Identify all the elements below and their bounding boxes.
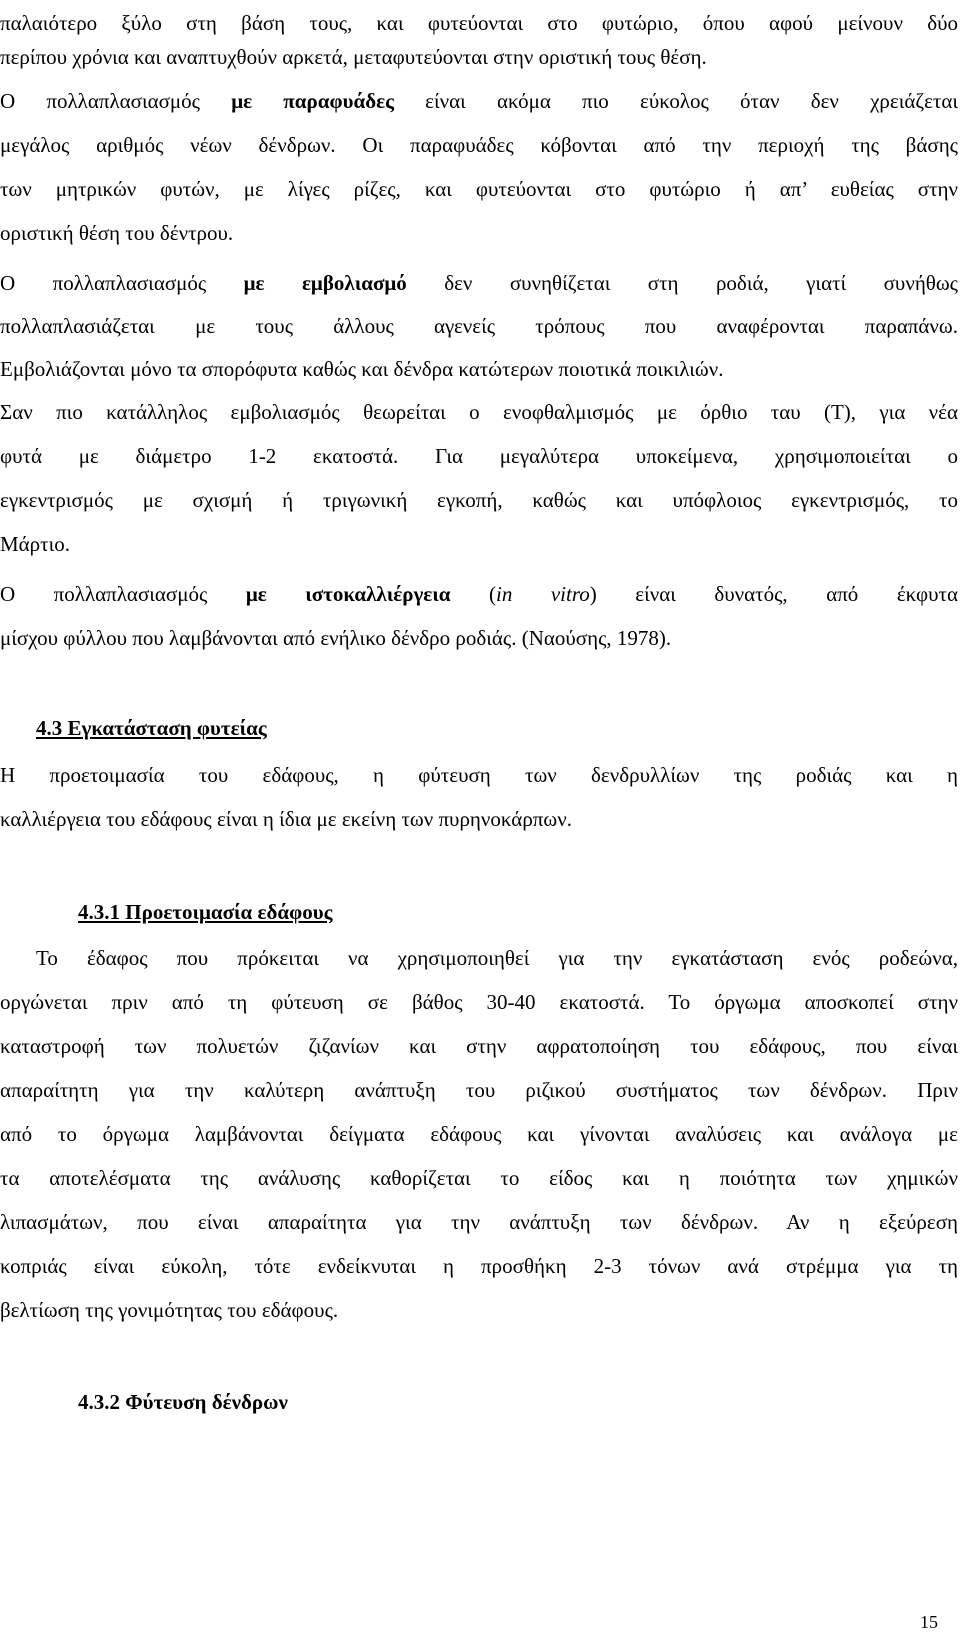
text-line: Σαν πιο κατάλληλος εμβολιασμός θεωρείται ο ενοφθαλμισμός με όρθιο ταυ (Τ), για νέα bbox=[0, 400, 958, 424]
paragraph-tissue-line bbox=[0, 571, 958, 617]
text-line: φυτά με διάμετρο 1-2 εκατοστά. Για μεγαλύτερα υποκείμενα, χρησιμοποιείται ο bbox=[0, 444, 958, 468]
section-heading-4-3-1: 4.3.1 Προετοιμασία εδάφους bbox=[78, 900, 333, 924]
text-line: Το έδαφος που πρόκειται να χρησιμοποιηθεί για την εγκατάσταση ενός ροδεώνα, bbox=[36, 946, 958, 970]
text-line: Μάρτιο. bbox=[0, 532, 70, 556]
text-line: πολλαπλασιάζεται με τους άλλους αγενείς τρόπους που αναφέρονται παραπάνω. bbox=[0, 314, 958, 338]
text-line: από το όργωμα λαμβάνονται δείγματα εδάφους και γίνονται αναλύσεις και ανάλογα με bbox=[0, 1122, 958, 1146]
text-line: βελτίωση της γονιμότητας του εδάφους. bbox=[0, 1298, 339, 1322]
text-line: οριστική θέση του δέντρου. bbox=[0, 221, 234, 245]
paragraph-suckers-line bbox=[0, 78, 958, 124]
text-line: μίσχου φύλλου που λαμβάνονται από ενήλικο δένδρο ροδιάς. (Ναούσης, 1978). bbox=[0, 626, 672, 650]
text-span: ) είναι δυνατός, από έκφυτα bbox=[589, 582, 958, 606]
italic-term: in vitro bbox=[496, 582, 590, 606]
text-line: καταστροφή των πολυετών ζιζανίων και στην αφρατοποίηση του εδάφους, που είναι bbox=[0, 1034, 958, 1058]
text-line: των μητρικών φυτών, με λίγες ρίζες, και φυτεύονται στο φυτώριο ή απ’ ευθείας στην bbox=[0, 177, 958, 201]
page-number: 15 bbox=[920, 1612, 938, 1632]
text-line: μεγάλος αριθμός νέων δένδρων. Οι παραφυάδες κόβονται από την περιοχή της βάσης bbox=[0, 133, 958, 157]
text-line: καλλιέργεια του εδάφους είναι η ίδια με εκείνη των πυρηνοκάρπων. bbox=[0, 807, 572, 831]
text-span: Ο πολλαπλασιασμός bbox=[0, 89, 232, 113]
text-span: είναι ακόμα πιο εύκολος όταν δεν χρειάζεται bbox=[393, 89, 958, 113]
section-heading-4-3: 4.3 Εγκατάσταση φυτείας bbox=[36, 716, 267, 740]
text-line: κοπριάς είναι εύκολη, τότε ενδείκνυται η προσθήκη 2-3 τόνων ανά στρέμμα για τη bbox=[0, 1254, 958, 1278]
text-line: Η προετοιμασία του εδάφους, η φύτευση των δενδρυλλίων της ροδιάς και η bbox=[0, 763, 958, 787]
text-line: τα αποτελέσματα της ανάλυσης καθορίζεται το είδος και η ποιότητα των χημικών bbox=[0, 1166, 958, 1190]
text-span: Ο πολλαπλασιασμός bbox=[0, 582, 246, 606]
text-span: Ο πολλαπλασιασμός bbox=[0, 271, 244, 295]
text-line: απαραίτητη για την καλύτερη ανάπτυξη του ριζικού συστήματος των δένδρων. Πριν bbox=[0, 1078, 958, 1102]
text-line: παλαιότερο ξύλο στη βάση τους, και φυτεύονται στο φυτώριο, όπου αφού μείνουν δύο bbox=[0, 11, 958, 35]
text-line: εγκεντρισμός με σχισμή ή τριγωνική εγκοπή, καθώς και υπόφλοιος εγκεντρισμός, το bbox=[0, 488, 958, 512]
text-span: ( bbox=[450, 582, 497, 606]
bold-term: με ιστοκαλλιέργεια bbox=[245, 582, 451, 606]
text-line: περίπου χρόνια και αναπτυχθούν αρκετά, μεταφυτεύονται στην οριστική τους θέση. bbox=[0, 45, 707, 69]
bold-term: με παραφυάδες bbox=[231, 89, 394, 113]
text-line: Εμβολιάζονται μόνο τα σπορόφυτα καθώς και δένδρα κατώτερων ποιοτικά ποικιλιών. bbox=[0, 357, 724, 381]
text-line: οργώνεται πριν από τη φύτευση σε βάθος 30-40 εκατοστά. Το όργωμα αποσκοπεί στην bbox=[0, 990, 958, 1014]
bold-term: με εμβολιασμό bbox=[243, 271, 407, 295]
text-line: λιπασμάτων, που είναι απαραίτητα για την ανάπτυξη των δένδρων. Αν η εξεύρεση bbox=[0, 1210, 958, 1234]
paragraph-grafting-line bbox=[0, 260, 958, 306]
section-heading-4-3-2: 4.3.2 Φύτευση δένδρων bbox=[78, 1390, 288, 1414]
text-span: δεν συνηθίζεται στη ροδιά, γιατί συνήθως bbox=[406, 271, 958, 295]
